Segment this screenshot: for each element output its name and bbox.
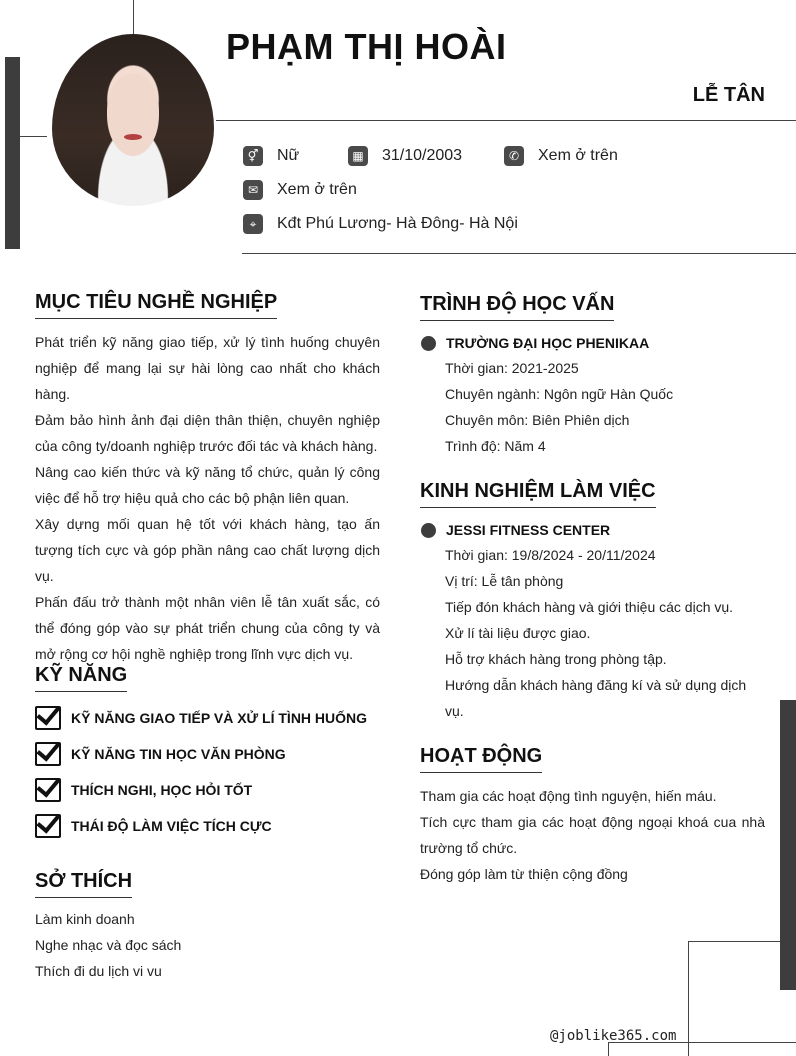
phone-value: Xem ở trên — [538, 147, 618, 164]
gender-value: Nữ — [277, 147, 300, 164]
education-line: Chuyên ngành: Ngôn ngữ Hàn Quốc — [445, 386, 674, 402]
hobby-item: Làm kinh doanh — [35, 911, 135, 927]
email-icon: ✉ — [243, 180, 263, 200]
name-divider — [216, 120, 796, 121]
education-line: Trình độ: Năm 4 — [445, 438, 546, 454]
education-line: Chuyên môn: Biên Phiên dịch — [445, 412, 630, 428]
school-name: TRƯỜNG ĐẠI HỌC PHENIKAA — [446, 335, 650, 351]
contact-birthday — [348, 146, 462, 166]
skills-section — [35, 664, 380, 844]
experience-line: Hướng dẫn khách hàng đăng kí và sử dụng dịch vụ. — [445, 677, 747, 719]
checkbox-icon — [35, 706, 61, 730]
education-school — [420, 331, 765, 355]
skill-item — [35, 808, 380, 844]
skill-item — [35, 700, 380, 736]
experience-line: Hỗ trợ khách hàng trong phòng tập. — [445, 651, 667, 667]
experience-company — [420, 518, 765, 542]
photo-face — [107, 74, 159, 156]
birthday-value: 31/10/2003 — [382, 147, 463, 164]
experience-section — [420, 480, 765, 724]
objective-section — [35, 291, 380, 667]
experience-title: KINH NGHIỆM LÀM VIỆC — [420, 480, 656, 508]
objective-title: MỤC TIÊU NGHỀ NGHIỆP — [35, 291, 277, 319]
bottom-frame-left — [688, 941, 689, 1056]
experience-line: Xử lí tài liệu được giao. — [445, 625, 591, 641]
experience-line: Vị trí: Lễ tân phòng — [445, 573, 564, 589]
skill-label: KỸ NĂNG TIN HỌC VĂN PHÒNG — [71, 746, 286, 762]
education-section — [420, 293, 765, 459]
skills-title: KỸ NĂNG — [35, 664, 127, 692]
contact-phone — [504, 146, 618, 166]
activities-section — [420, 745, 765, 887]
contact-divider — [242, 253, 796, 254]
education-title: TRÌNH ĐỘ HỌC VẤN — [420, 293, 614, 321]
bullet-icon — [421, 336, 436, 351]
hobbies-title: SỞ THÍCH — [35, 870, 132, 898]
photo-lips — [124, 134, 142, 140]
email-value: Xem ở trên — [277, 181, 357, 198]
watermark: @joblike365.com — [550, 1028, 677, 1044]
phone-icon: ✆ — [504, 146, 524, 166]
checkbox-icon — [35, 742, 61, 766]
skill-label: THÁI ĐỘ LÀM VIỆC TÍCH CỰC — [71, 818, 272, 834]
location-icon: ⌖ — [243, 214, 263, 234]
activities-text: Tham gia các hoạt động tình nguyện, hiến máu. Tích cực tham gia các hoạt động ngoại khoá cua nhà trường tổ chức. Đóng góp làm từ thiện cộng đồng — [420, 788, 765, 882]
contact-address — [243, 214, 518, 234]
calendar-icon: ▦ — [348, 146, 368, 166]
contact-email — [243, 180, 357, 200]
contact-gender — [243, 146, 299, 166]
activities-title: HOẠT ĐỘNG — [420, 745, 542, 773]
bottom-frame-inner-left — [608, 1042, 609, 1056]
job-position: LỄ TÂN — [692, 84, 765, 106]
checkbox-icon — [35, 778, 61, 802]
address-value: Kđt Phú Lương- Hà Đông- Hà Nội — [277, 215, 518, 232]
skill-item — [35, 772, 380, 808]
candidate-name: PHẠM THỊ HOÀI — [226, 26, 507, 67]
left-accent-bar — [5, 57, 20, 249]
hobby-item: Nghe nhạc và đọc sách — [35, 937, 182, 953]
checkbox-icon — [35, 814, 61, 838]
gender-icon: ⚥ — [243, 146, 263, 166]
skill-label: THÍCH NGHI, HỌC HỎI TỐT — [71, 782, 253, 798]
objective-text: Phát triển kỹ năng giao tiếp, xử lý tình huống chuyên nghiệp để mang lại sự hài lòng cao nhất cho khách hàng. Đảm bảo hình ảnh đại diện thân thiện, chuyên nghiệp của công ty/doanh nghiệp trước đối tác và khách hàng. Nâng cao kiến thức và kỹ năng tổ chức, quản lý công việc để hỗ trợ hiệu quả cho các bộ phận liên quan. Xây dựng mối quan hệ tốt với khách hàng, tạo ấn tượng tích cực và góp phần nâng cao chất lượng dịch vụ. Phấn đấu trở thành một nhân viên lễ tân xuất sắc, có thể đóng góp vào sự phát triển chung của công ty và mở rộng cơ hội nghề nghiệp trong lĩnh vực dịch vụ. — [35, 334, 380, 662]
education-line: Thời gian: 2021-2025 — [445, 360, 579, 376]
skill-item — [35, 736, 380, 772]
experience-line: Thời gian: 19/8/2024 - 20/11/2024 — [445, 547, 656, 563]
profile-photo — [52, 34, 214, 206]
hobby-item: Thích đi du lịch vi vu — [35, 963, 162, 979]
skill-label: KỸ NĂNG GIAO TIẾP VÀ XỬ LÍ TÌNH HUỐNG — [71, 710, 368, 726]
right-accent-bar — [780, 700, 796, 990]
company-name: JESSI FITNESS CENTER — [446, 522, 611, 538]
bottom-frame-top — [688, 941, 780, 942]
left-accent-line — [20, 136, 47, 137]
bullet-icon — [421, 523, 436, 538]
top-vertical-line — [133, 0, 134, 36]
experience-line: Tiếp đón khách hàng và giới thiệu các dịch vụ. — [445, 599, 734, 615]
hobbies-section — [35, 870, 380, 984]
